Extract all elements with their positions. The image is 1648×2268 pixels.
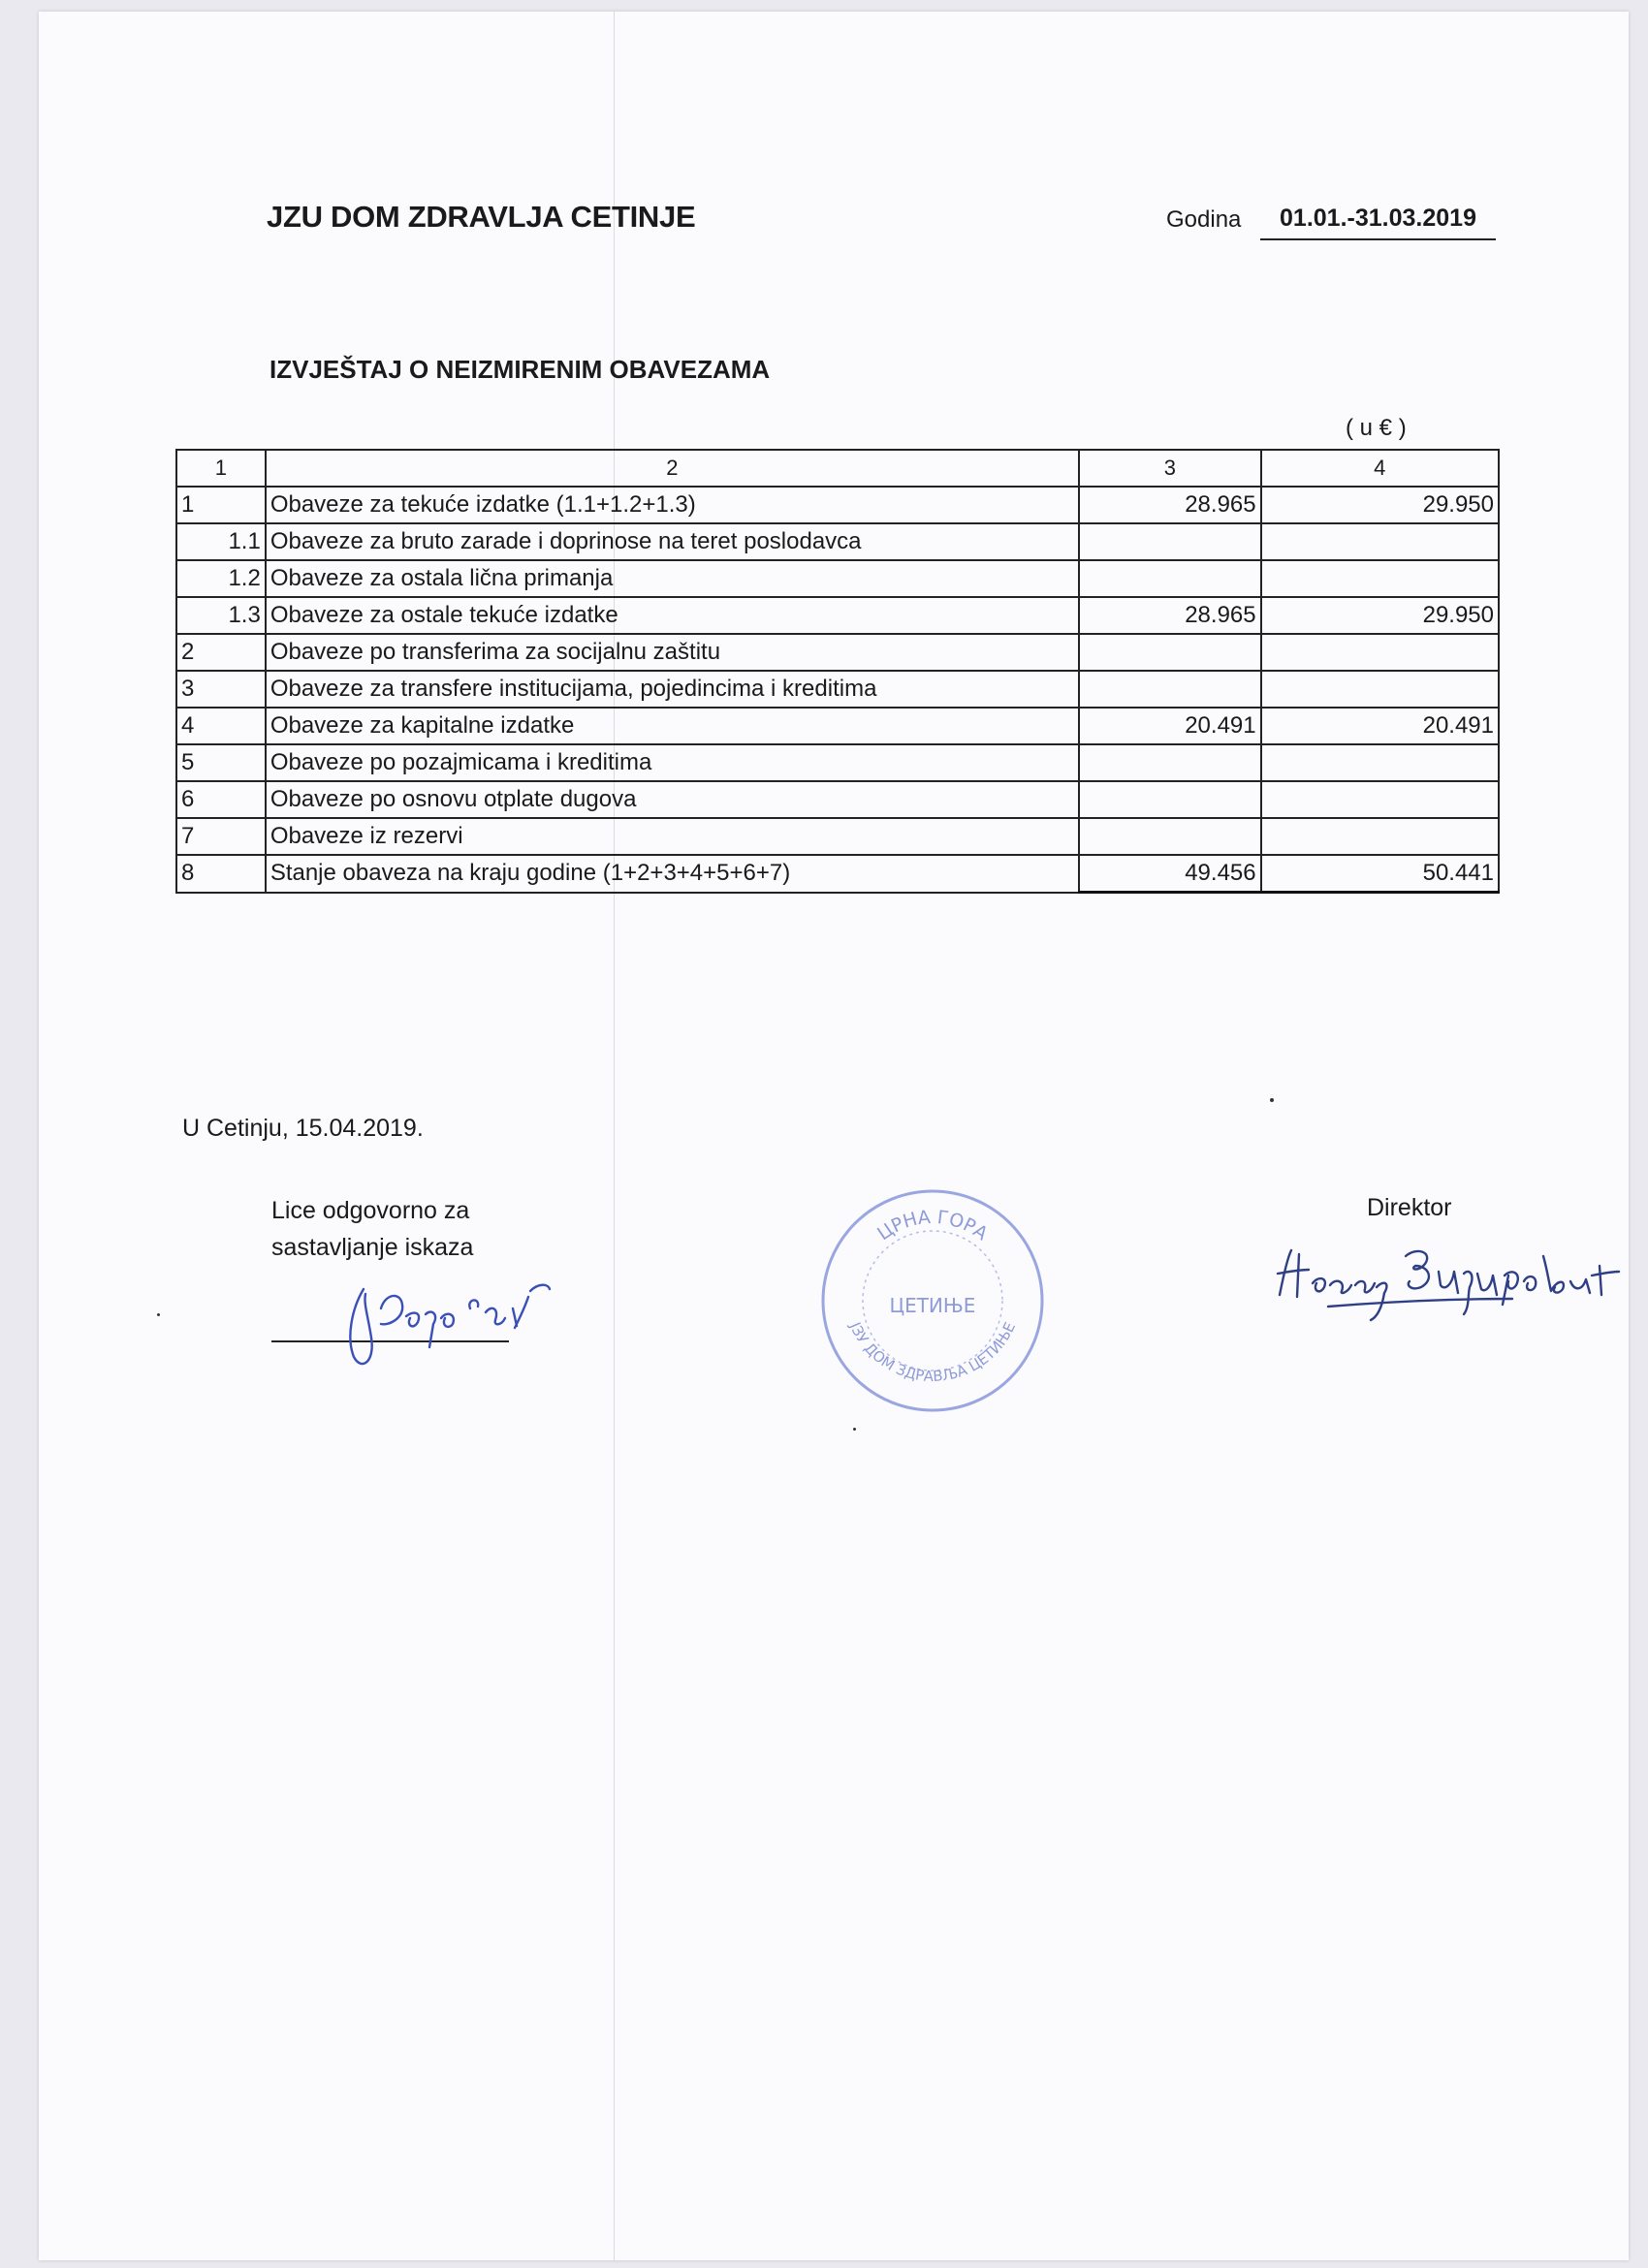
row-number: 2: [176, 634, 266, 671]
responsible-label-line2: sastavljanje iskaza: [271, 1234, 474, 1261]
table-total-row: [176, 855, 1499, 893]
row-number: 1.1: [176, 523, 266, 560]
row-number: 6: [176, 781, 266, 818]
column-header: 4: [1261, 450, 1499, 487]
stamp-text-top: ЦРНА ГОРА: [873, 1206, 992, 1245]
place-and-date: U Cetinju, 15.04.2019.: [182, 1115, 424, 1142]
row-value-col3: [1079, 560, 1261, 597]
responsible-person-label: [271, 1192, 562, 1266]
responsible-label-line1: Lice odgovorno za: [271, 1197, 470, 1224]
year-value: 01.01.-31.03.2019: [1260, 205, 1496, 240]
speck: [157, 1313, 160, 1316]
table-row: [176, 487, 1499, 523]
row-number: 1.2: [176, 560, 266, 597]
row-value-col4: [1261, 634, 1499, 671]
organization-name: JZU DOM ZDRAVLJA CETINJE: [267, 200, 696, 234]
row-number: 4: [176, 708, 266, 744]
official-stamp-icon: [816, 1184, 1049, 1417]
paper-fold-line: [614, 12, 615, 2260]
stamp-text-center: ЦЕТИЊЕ: [889, 1294, 976, 1317]
row-value-col3: 49.456: [1079, 855, 1261, 893]
row-number: 1.3: [176, 597, 266, 634]
liabilities-table: [175, 449, 1500, 894]
speck: [853, 1428, 856, 1431]
row-value-col4: [1261, 744, 1499, 781]
table-row: [176, 634, 1499, 671]
row-value-col4: 20.491: [1261, 708, 1499, 744]
row-label: Obaveze za ostale tekuće izdatke: [266, 597, 1079, 634]
row-value-col4: [1261, 671, 1499, 708]
row-value-col4: [1261, 560, 1499, 597]
row-number: 7: [176, 818, 266, 855]
svg-text:ЦРНА ГОРА: [873, 1207, 992, 1244]
row-value-col4: [1261, 818, 1499, 855]
director-label: Direktor: [1367, 1194, 1452, 1221]
row-label: Obaveze po pozajmicama i kreditima: [266, 744, 1079, 781]
row-value-col3: [1079, 781, 1261, 818]
row-value-col3: [1079, 744, 1261, 781]
row-value-col3: 20.491: [1079, 708, 1261, 744]
table-row: [176, 671, 1499, 708]
row-value-col4: [1261, 523, 1499, 560]
row-label: Obaveze iz rezervi: [266, 818, 1079, 855]
row-label: Obaveze po transferima za socijalnu zaštitu: [266, 634, 1079, 671]
table-row: [176, 560, 1499, 597]
table-row: [176, 708, 1499, 744]
row-label: Obaveze po osnovu otplate dugova: [266, 781, 1079, 818]
currency-note: ( u € ): [1346, 415, 1407, 441]
row-label: Obaveze za tekuće izdatke (1.1+1.2+1.3): [266, 487, 1079, 523]
row-value-col3: [1079, 523, 1261, 560]
row-label: Obaveze za transfere institucijama, pojedincima i kreditima: [266, 671, 1079, 708]
row-value-col3: 28.965: [1079, 487, 1261, 523]
table-row: [176, 523, 1499, 560]
row-value-col3: [1079, 671, 1261, 708]
row-label: Obaveze za ostala lična primanja: [266, 560, 1079, 597]
row-value-col3: 28.965: [1079, 597, 1261, 634]
row-number: 5: [176, 744, 266, 781]
svg-text:ЈЗУ ДОМ ЗДРАВЉА ЦЕТИЊЕ: [846, 1319, 1020, 1385]
row-number: 1: [176, 487, 266, 523]
stamp-text-bottom: ЈЗУ ДОМ ЗДРАВЉА ЦЕТИЊЕ: [845, 1319, 1020, 1386]
column-header: 1: [176, 450, 266, 487]
table-row: [176, 744, 1499, 781]
row-value-col4: [1261, 781, 1499, 818]
row-value-col3: [1079, 634, 1261, 671]
table-header-row: [176, 450, 1499, 487]
row-value-col4: 50.441: [1261, 855, 1499, 893]
responsible-signature: [325, 1270, 596, 1376]
table-row: [176, 781, 1499, 818]
report-title: IZVJEŠTAJ O NEIZMIRENIM OBAVEZAMA: [269, 355, 771, 384]
speck: [1270, 1098, 1274, 1102]
table-row: [176, 818, 1499, 855]
row-value-col4: 29.950: [1261, 487, 1499, 523]
director-signature: [1270, 1237, 1629, 1324]
column-header: 3: [1079, 450, 1261, 487]
table-row: [176, 597, 1499, 634]
row-number: 8: [176, 855, 266, 893]
year-label: Godina: [1166, 206, 1242, 233]
row-value-col4: 29.950: [1261, 597, 1499, 634]
row-label: Obaveze za bruto zarade i doprinose na teret poslodavca: [266, 523, 1079, 560]
column-header: 2: [266, 450, 1079, 487]
row-number: 3: [176, 671, 266, 708]
row-label: Stanje obaveza na kraju godine (1+2+3+4+5+6+7): [266, 855, 1079, 893]
row-value-col3: [1079, 818, 1261, 855]
row-label: Obaveze za kapitalne izdatke: [266, 708, 1079, 744]
